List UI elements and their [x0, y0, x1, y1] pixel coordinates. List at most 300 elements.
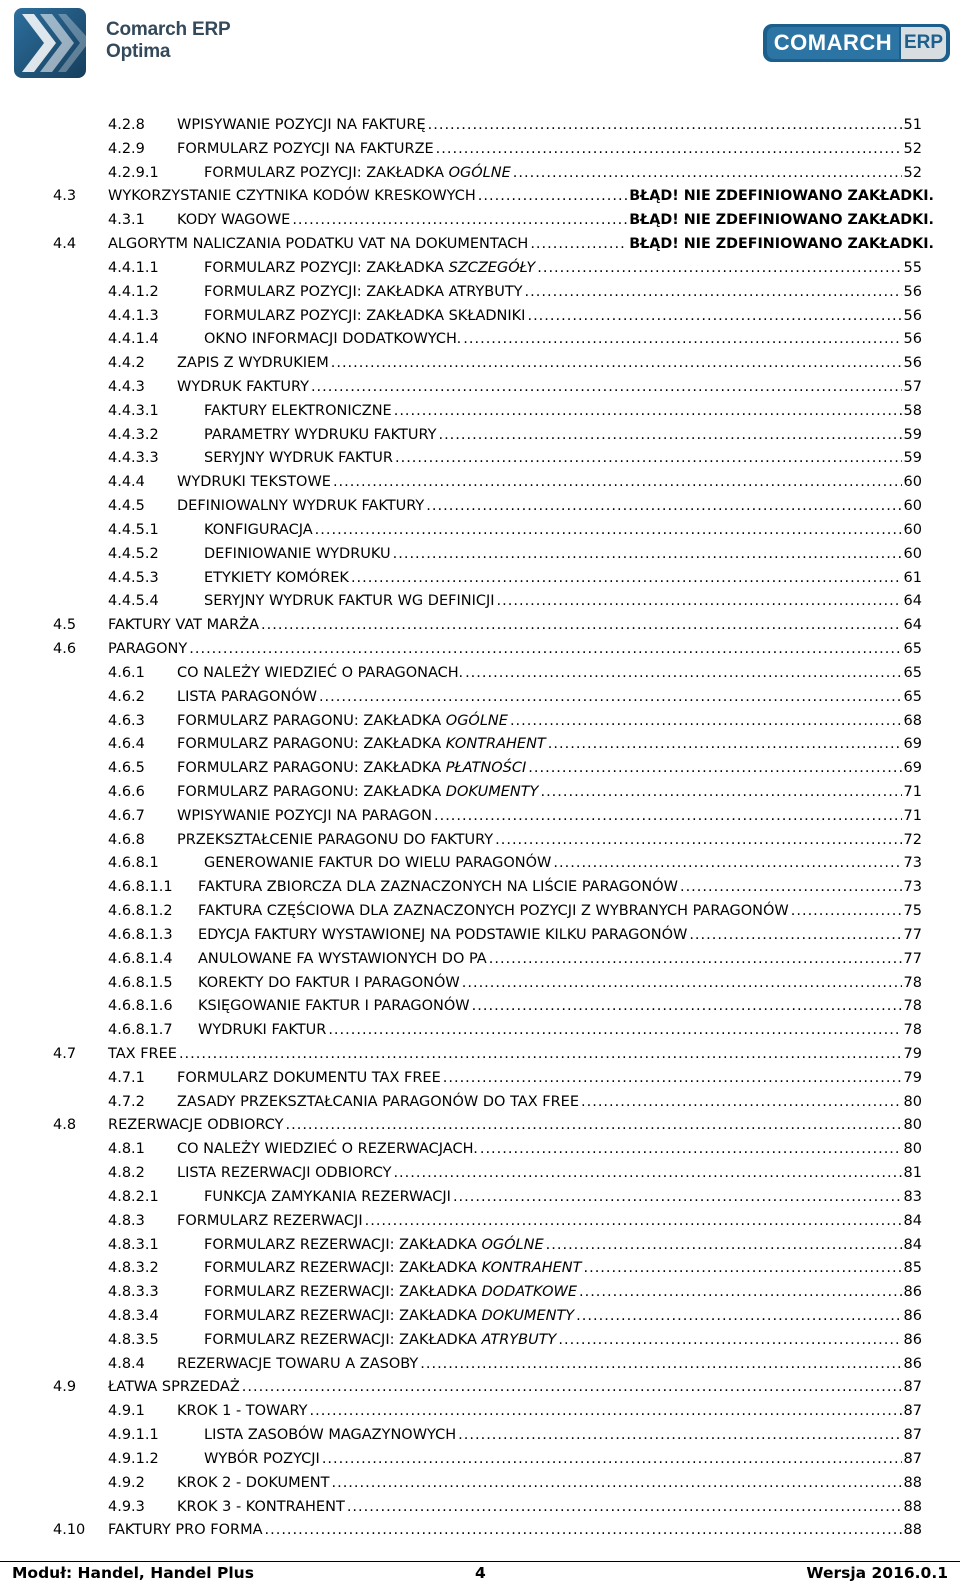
- toc-entry[interactable]: [53, 1375, 922, 1399]
- product-name: [106, 19, 231, 63]
- toc-entry-leader: [458, 1423, 901, 1447]
- toc-entry-page: 77: [903, 926, 922, 943]
- toc-entry-leader: [420, 1352, 901, 1376]
- toc-entry-number: 4.8.2: [108, 1165, 145, 1182]
- toc-entry-title-text: ZASADY PRZEKSZTAŁCANIA PARAGONÓW DO TAX FREE: [177, 1093, 579, 1110]
- toc-entry-title-text: FORMULARZ POZYCJI: ZAKŁADKA SKŁADNIKI: [204, 307, 526, 324]
- toc-entry[interactable]: [108, 685, 922, 709]
- toc-entry-number: 4.6.8.1.7: [108, 1022, 173, 1039]
- toc-entry-title-text: PARAMETRY WYDRUKU FAKTURY: [204, 426, 437, 443]
- toc-entry[interactable]: [108, 1328, 922, 1352]
- toc-entry-number: 4.6.8.1.5: [108, 974, 173, 991]
- toc-entry-page: 61: [903, 569, 922, 586]
- toc-entry-title-text: GENEROWANIE FAKTUR DO WIELU PARAGONÓW: [204, 855, 552, 872]
- toc-entry-title-text: PRZEKSZTAŁCENIE PARAGONU DO FAKTURY: [177, 831, 494, 848]
- toc-entry-page: 64: [903, 617, 922, 634]
- toc-entry-leader: [495, 828, 901, 852]
- toc-entry-page: 83: [903, 1188, 922, 1205]
- toc-entry-title-text: ETYKIETY KOMÓREK: [204, 569, 349, 586]
- toc-entry-title: [204, 566, 349, 590]
- toc-entry-leader: [480, 1137, 902, 1161]
- toc-entry-leader: [261, 613, 902, 637]
- toc-entry-number: 4.4.5.2: [108, 545, 159, 562]
- toc-entry-leader: [528, 756, 901, 780]
- toc-entry[interactable]: [108, 137, 922, 161]
- toc-entry-page: 84: [903, 1212, 922, 1229]
- toc-entry-title: [198, 971, 460, 995]
- toc-entry-leader: [426, 494, 901, 518]
- toc-entry-page: 80: [903, 1093, 922, 1110]
- toc-entry-page: 72: [903, 831, 922, 848]
- toc-entry[interactable]: [108, 804, 922, 828]
- toc-entry[interactable]: [108, 327, 922, 351]
- toc-entry-title-text: KSIĘGOWANIE FAKTUR I PARAGONÓW: [198, 998, 470, 1015]
- toc-entry[interactable]: [53, 1042, 922, 1066]
- toc-entry-title-text: KROK 3 - KONTRAHENT: [177, 1498, 345, 1515]
- toc-entry-number: 4.6.4: [108, 736, 145, 753]
- toc-entry-title: [204, 423, 436, 447]
- toc-entry-title: [177, 208, 290, 232]
- toc-entry[interactable]: [108, 994, 922, 1018]
- toc-entry-title: [177, 137, 434, 161]
- toc-entry-title: [177, 1161, 391, 1185]
- toc-entry[interactable]: [108, 828, 922, 852]
- toc-entry-title: [204, 327, 461, 351]
- toc-entry[interactable]: [108, 1018, 922, 1042]
- toc-entry-number: 4.4.3.2: [108, 426, 159, 443]
- toc-entry-number: 4.6.8: [108, 831, 145, 848]
- toc-entry-leader: [428, 113, 902, 137]
- toc-entry-page: 60: [903, 474, 922, 491]
- toc-entry-page: 80: [903, 1117, 922, 1134]
- toc-entry-title-text: CO NALEŻY WIEDZIEĆ O REZERWACJACH.: [177, 1141, 478, 1158]
- toc-entry-error: BŁĄD! NIE ZDEFINIOWANO ZAKŁADKI.: [629, 212, 934, 229]
- product-name-line2: Optima: [106, 41, 171, 62]
- toc-entry[interactable]: [108, 1066, 922, 1090]
- toc-entry[interactable]: [53, 637, 922, 661]
- toc-entry-leader: [472, 994, 902, 1018]
- toc-entry-page: 75: [903, 903, 922, 920]
- logo-brand-erp: ERP: [901, 27, 946, 59]
- toc-entry-title: [177, 732, 546, 756]
- toc-entry-page: 56: [903, 331, 922, 348]
- toc-entry-leader: [537, 256, 901, 280]
- toc-entry[interactable]: [108, 1233, 922, 1257]
- toc-entry-title-text: FORMULARZ REZERWACJI: ZAKŁADKA: [204, 1308, 482, 1324]
- toc-entry-title: [204, 1185, 451, 1209]
- toc-entry-title-text: FORMULARZ POZYCJI: ZAKŁADKA: [204, 164, 449, 181]
- toc-entry-number: 4.7.1: [108, 1069, 145, 1086]
- toc-entry-number: 4.9.1: [108, 1403, 145, 1420]
- toc-entry[interactable]: [108, 566, 922, 590]
- toc-entry-number: 4.4.4: [108, 474, 145, 491]
- toc-entry-title: [177, 1209, 363, 1233]
- toc-entry-leader: [393, 1161, 901, 1185]
- toc-entry-title-text: DEFINIOWANIE WYDRUKU: [204, 545, 391, 562]
- toc-entry[interactable]: [108, 1161, 922, 1185]
- toc-entry-page: 86: [903, 1308, 922, 1324]
- toc-entry-title-text: FORMULARZ REZERWACJI: ZAKŁADKA: [204, 1284, 482, 1301]
- toc-entry-page: 68: [903, 712, 922, 729]
- toc-entry-leader: [265, 1518, 902, 1542]
- toc-entry-title-text: FORMULARZ REZERWACJI: ZAKŁADKA: [204, 1236, 482, 1253]
- toc-entry-title-text: REZERWACJE ODBIORCY: [108, 1117, 284, 1134]
- toc-entry[interactable]: [108, 589, 922, 613]
- toc-entry[interactable]: [108, 947, 922, 971]
- toc-entry-title-text: CO NALEŻY WIEDZIEĆ O PARAGONACH.: [177, 664, 464, 681]
- toc-entry-number: 4.4.1.4: [108, 331, 159, 348]
- toc-entry[interactable]: [108, 256, 922, 280]
- toc-entry[interactable]: [108, 1471, 922, 1495]
- toc-entry-page: 59: [903, 426, 922, 443]
- toc-entry[interactable]: [53, 1518, 922, 1542]
- toc-entry-page: 65: [903, 664, 922, 681]
- toc-entry-title: [204, 399, 392, 423]
- toc-entry[interactable]: [108, 446, 922, 470]
- toc-entry-page: 77: [903, 950, 922, 967]
- toc-entry-leader: [548, 732, 902, 756]
- toc-entry-page: 78: [903, 1022, 922, 1039]
- toc-entry-title-text: FORMULARZ PARAGONU: ZAKŁADKA: [177, 783, 446, 800]
- toc-entry-title: [108, 1518, 263, 1542]
- toc-entry[interactable]: [108, 732, 922, 756]
- toc-entry-title: [198, 947, 487, 971]
- toc-entry-leader: [462, 971, 902, 995]
- toc-entry-title-text: ANULOWANE FA WYSTAWIONYCH DO PA: [198, 950, 487, 967]
- toc-entry-page: 73: [903, 855, 922, 872]
- toc-entry-number: 4.4.5.1: [108, 521, 159, 538]
- toc-entry-title-text: FORMULARZ POZYCJI: ZAKŁADKA: [204, 259, 449, 276]
- toc-entry-title: [177, 1471, 329, 1495]
- toc-entry-number: 4.8.2.1: [108, 1188, 159, 1205]
- toc-entry-leader: [322, 1447, 902, 1471]
- toc-entry-title-text: FORMULARZ DOKUMENTU TAX FREE: [177, 1069, 441, 1086]
- toc-entry-title: [198, 1018, 326, 1042]
- toc-entry-title: [204, 1328, 556, 1352]
- toc-entry-title-text: FAKTURA ZBIORCZA DLA ZAZNACZONYCH NA LIŚCIE PARAGONÓW: [198, 879, 678, 896]
- toc-entry-number: 4.4.1.1: [108, 259, 159, 276]
- toc-entry-title: [204, 851, 551, 875]
- toc-entry-number: 4.6.8.1.2: [108, 903, 173, 920]
- toc-entry-page: 88: [903, 1474, 922, 1491]
- toc-entry-title: [177, 756, 526, 780]
- toc-entry-page: 79: [903, 1069, 922, 1086]
- toc-entry-leader: [179, 1042, 902, 1066]
- toc-entry-title: [204, 256, 535, 280]
- toc-entry-number: 4.6.8.1.6: [108, 998, 173, 1015]
- toc-entry[interactable]: [108, 1280, 922, 1304]
- toc-entry[interactable]: [53, 1113, 922, 1137]
- toc-entry-title-italic: KONTRAHENT: [481, 1260, 582, 1277]
- toc-entry[interactable]: [108, 399, 922, 423]
- toc-entry-leader: [292, 208, 627, 232]
- toc-entry[interactable]: [108, 661, 922, 685]
- toc-entry-title: [177, 1352, 418, 1376]
- toc-entry-leader: [434, 804, 902, 828]
- toc-entry[interactable]: [108, 161, 922, 185]
- toc-entry-leader: [465, 661, 901, 685]
- toc-entry-leader: [546, 1233, 902, 1257]
- toc-entry-number: 4.8.3.2: [108, 1260, 159, 1277]
- toc-entry-title: [177, 113, 426, 137]
- toc-entry-leader: [478, 184, 627, 208]
- toc-entry-title: [177, 375, 309, 399]
- toc-entry-number: 4.8.4: [108, 1355, 145, 1372]
- toc-entry-title: [204, 1256, 581, 1280]
- toc-entry-title: [204, 518, 313, 542]
- toc-entry[interactable]: [108, 756, 922, 780]
- toc-entry-title: [204, 446, 393, 470]
- comarch-optima-logo-icon: [14, 8, 86, 78]
- toc-entry[interactable]: [108, 1495, 922, 1519]
- toc-entry-page: 85: [903, 1260, 922, 1277]
- toc-entry-title: [177, 685, 317, 709]
- toc-entry-title-text: KOREKTY DO FAKTUR I PARAGONÓW: [198, 974, 460, 991]
- toc-entry[interactable]: [108, 304, 922, 328]
- toc-entry-number: 4.6.2: [108, 688, 145, 705]
- toc-entry-page: 60: [903, 545, 922, 562]
- toc-entry-page: 60: [903, 521, 922, 538]
- toc-entry-number: 4.6.8.1.4: [108, 950, 173, 967]
- toc-entry-title-text: LISTA REZERWACJI ODBIORCY: [177, 1165, 392, 1182]
- toc-entry[interactable]: [53, 613, 922, 637]
- toc-entry-number: 4.4.5: [108, 498, 145, 515]
- toc-entry-title-text: FAKTURY ELEKTRONICZNE: [204, 402, 392, 419]
- toc-entry-title-text: FORMULARZ PARAGONU: ZAKŁADKA: [177, 712, 446, 729]
- toc-entry-page: 52: [903, 140, 922, 157]
- toc-entry-number: 4.6: [53, 641, 77, 658]
- toc-entry[interactable]: [108, 1137, 922, 1161]
- toc-entry-title: [177, 804, 432, 828]
- toc-entry-page: 86: [903, 1331, 922, 1348]
- toc-entry[interactable]: [108, 542, 922, 566]
- toc-entry-leader: [583, 1256, 901, 1280]
- toc-entry-title: [204, 1304, 574, 1328]
- toc-entry-title-text: TAX FREE: [108, 1045, 177, 1062]
- toc-entry-title-text: LISTA PARAGONÓW: [177, 688, 317, 705]
- toc-entry[interactable]: [108, 1352, 922, 1376]
- toc-entry-number: 4.2.9.1: [108, 164, 159, 181]
- toc-entry-number: 4.5: [53, 617, 77, 634]
- toc-entry[interactable]: [108, 1185, 922, 1209]
- toc-entry-page: 69: [903, 736, 922, 753]
- toc-entry-title: [177, 780, 538, 804]
- toc-entry-page: 56: [903, 355, 922, 372]
- toc-entry-number: 4.6.5: [108, 760, 145, 777]
- toc-entry-title: [204, 1280, 577, 1304]
- toc-entry[interactable]: [108, 1399, 922, 1423]
- toc-entry[interactable]: [108, 375, 922, 399]
- toc-entry[interactable]: [108, 470, 922, 494]
- toc-entry-leader: [527, 304, 901, 328]
- toc-entry-number: 4.6.8.1.3: [108, 926, 173, 943]
- toc-entry-title-text: DEFINIOWALNY WYDRUK FAKTURY: [177, 498, 425, 515]
- toc-entry-page: 52: [903, 164, 922, 181]
- toc-entry[interactable]: [108, 1447, 922, 1471]
- toc-entry-number: 4.8.3.3: [108, 1284, 159, 1301]
- toc-entry-title-text: EDYCJA FAKTURY WYSTAWIONEJ NA PODSTAWIE KILKU PARAGONÓW: [198, 926, 688, 943]
- toc-entry-title: [177, 1137, 478, 1161]
- toc-entry-title-text: FORMULARZ POZYCJI NA FAKTURZE: [177, 140, 434, 157]
- toc-entry-title-italic: DOKUMENTY: [481, 1308, 575, 1324]
- toc-entry-title: [108, 1113, 284, 1137]
- toc-entry[interactable]: [108, 1423, 922, 1447]
- toc-entry[interactable]: [108, 113, 922, 137]
- toc-entry-number: 4.6.1: [108, 664, 145, 681]
- toc-entry-number: 4.8.3: [108, 1212, 145, 1229]
- toc-entry-title: [204, 542, 391, 566]
- toc-entry-title: [177, 1090, 579, 1114]
- toc-entry-number: 4.4.1.2: [108, 283, 159, 300]
- toc-entry-leader: [489, 947, 902, 971]
- toc-entry-number: 4.2.9: [108, 140, 145, 157]
- toc-entry-page: 65: [903, 641, 922, 658]
- toc-entry-title-italic: ATRYBUTY: [481, 1331, 557, 1348]
- toc-entry-title: [177, 494, 424, 518]
- toc-entry-title: [204, 1233, 544, 1257]
- toc-entry-title: [204, 1423, 456, 1447]
- toc-entry-leader: [286, 1113, 902, 1137]
- toc-entry[interactable]: [108, 1304, 922, 1328]
- toc-entry[interactable]: [53, 184, 934, 208]
- toc-entry-number: 4.8: [53, 1117, 77, 1134]
- toc-entry[interactable]: [108, 494, 922, 518]
- toc-entry-leader: [328, 1018, 901, 1042]
- toc-entry-number: 4.4.3.1: [108, 402, 159, 419]
- toc-entry-error: BŁĄD! NIE ZDEFINIOWANO ZAKŁADKI.: [629, 188, 934, 205]
- toc-entry-title-text: SERYJNY WYDRUK FAKTUR WG DEFINICJI: [204, 593, 495, 610]
- toc-entry-number: 4.6.6: [108, 783, 145, 800]
- footer-module: Moduł: Handel, Handel Plus: [12, 1564, 254, 1582]
- toc-entry-title: [204, 589, 495, 613]
- toc-entry[interactable]: [108, 518, 922, 542]
- toc-entry[interactable]: [108, 423, 922, 447]
- toc-entry[interactable]: [108, 208, 934, 232]
- toc-entry-leader: [443, 1066, 902, 1090]
- toc-entry-title: [177, 828, 493, 852]
- toc-entry-title-text: KONFIGURACJA: [204, 521, 313, 538]
- toc-entry-number: 4.6.7: [108, 807, 145, 824]
- toc-entry-title-text: OKNO INFORMACJI DODATKOWYCH.: [204, 331, 462, 348]
- toc-entry-title-text: KROK 2 - DOKUMENT: [177, 1474, 330, 1491]
- toc-entry-page: 65: [903, 688, 922, 705]
- toc-entry-title: [177, 1066, 441, 1090]
- toc-entry-page: 80: [903, 1141, 922, 1158]
- toc-entry-leader: [540, 780, 901, 804]
- toc-entry-title-italic: OGÓLNE: [448, 164, 511, 181]
- toc-entry[interactable]: [108, 1090, 922, 1114]
- toc-entry-title-text: FUNKCJA ZAMYKANIA REZERWACJI: [204, 1188, 451, 1205]
- comarch-erp-logo: [763, 24, 950, 62]
- toc-entry-page: 84: [903, 1236, 922, 1253]
- toc-entry-number: 4.6.8.1: [108, 855, 159, 872]
- toc-entry-leader: [689, 923, 901, 947]
- toc-entry[interactable]: [108, 971, 922, 995]
- toc-entry-leader: [463, 327, 901, 351]
- toc-entry[interactable]: [108, 1256, 922, 1280]
- toc-entry-title: [108, 637, 187, 661]
- toc-entry[interactable]: [108, 851, 922, 875]
- toc-entry[interactable]: [108, 875, 922, 899]
- toc-entry-title: [177, 470, 331, 494]
- toc-entry[interactable]: [108, 351, 922, 375]
- toc-entry-title: [108, 1042, 177, 1066]
- toc-entry-leader: [576, 1304, 901, 1328]
- toc-entry-leader: [333, 470, 902, 494]
- toc-entry-page: 58: [903, 402, 922, 419]
- toc-entry-page: 51: [903, 117, 922, 133]
- toc-entry-leader: [393, 542, 902, 566]
- toc-entry-title: [177, 1495, 345, 1519]
- toc-entry-title-text: KODY WAGOWE: [177, 212, 291, 229]
- toc-entry[interactable]: [108, 780, 922, 804]
- toc-entry-title: [108, 232, 528, 256]
- toc-entry-number: 4.4.5.4: [108, 593, 159, 610]
- toc-entry-page: 78: [903, 998, 922, 1015]
- toc-entry-title: [198, 875, 678, 899]
- logo-brand-main: COMARCH: [767, 27, 899, 59]
- toc-entry-leader: [530, 232, 627, 256]
- toc-entry-leader: [351, 566, 902, 590]
- toc-entry[interactable]: [108, 1209, 922, 1233]
- toc-entry-leader: [315, 518, 902, 542]
- toc-entry-number: 4.6.8.1.1: [108, 879, 173, 896]
- toc-entry[interactable]: [108, 709, 922, 733]
- toc-entry-title: [177, 709, 508, 733]
- toc-entry-number: 4.4.3: [108, 379, 145, 396]
- toc-entry-leader: [331, 1471, 901, 1495]
- toc-entry-page: 88: [903, 1498, 922, 1515]
- toc-entry-page: 56: [903, 307, 922, 324]
- toc-entry-leader: [525, 280, 902, 304]
- toc-entry-leader: [453, 1185, 902, 1209]
- toc-entry-page: 81: [903, 1165, 922, 1182]
- toc-entry-page: 87: [903, 1403, 922, 1420]
- toc-entry-title-text: FORMULARZ PARAGONU: ZAKŁADKA: [177, 736, 446, 753]
- toc-entry-title-text: FORMULARZ POZYCJI: ZAKŁADKA ATRYBUTY: [204, 283, 523, 300]
- toc-entry-page: 57: [903, 379, 922, 396]
- toc-entry-error: BŁĄD! NIE ZDEFINIOWANO ZAKŁADKI.: [629, 236, 934, 253]
- toc-entry-number: 4.2.8: [108, 117, 145, 133]
- footer-version: Wersja 2016.0.1: [806, 1564, 948, 1582]
- toc-entry-number: 4.9.2: [108, 1474, 145, 1491]
- toc-entry-leader: [394, 399, 902, 423]
- toc-entry-title: [204, 1447, 320, 1471]
- toc-entry-title-italic: SZCZEGÓŁY: [448, 259, 536, 276]
- toc-entry-title-text: KROK 1 - TOWARY: [177, 1403, 308, 1420]
- toc-entry-page: 71: [903, 783, 922, 800]
- toc-entry[interactable]: [108, 923, 922, 947]
- toc-entry-leader: [242, 1375, 902, 1399]
- toc-entry-title: [177, 1399, 308, 1423]
- toc-entry-leader: [513, 161, 902, 185]
- toc-entry-title-text: FORMULARZ REZERWACJI: [177, 1212, 363, 1229]
- product-name-line1: Comarch ERP: [106, 19, 231, 40]
- toc-entry-number: 4.8.3.5: [108, 1331, 159, 1348]
- toc-entry-title-text: ŁATWA SPRZEDAŻ: [108, 1379, 240, 1396]
- toc-entry-title: [108, 1375, 240, 1399]
- toc-entry[interactable]: [53, 232, 934, 256]
- footer-divider: [0, 1561, 960, 1562]
- toc-entry[interactable]: [108, 280, 922, 304]
- toc-entry-page: 86: [903, 1284, 922, 1301]
- toc-entry[interactable]: [108, 899, 922, 923]
- toc-entry-leader: [581, 1090, 902, 1114]
- toc-entry-title-text: FAKTURY VAT MARŻA: [108, 617, 260, 634]
- toc-entry-leader: [558, 1328, 901, 1352]
- toc-entry-page: 56: [903, 283, 922, 300]
- toc-entry-page: 86: [903, 1355, 922, 1372]
